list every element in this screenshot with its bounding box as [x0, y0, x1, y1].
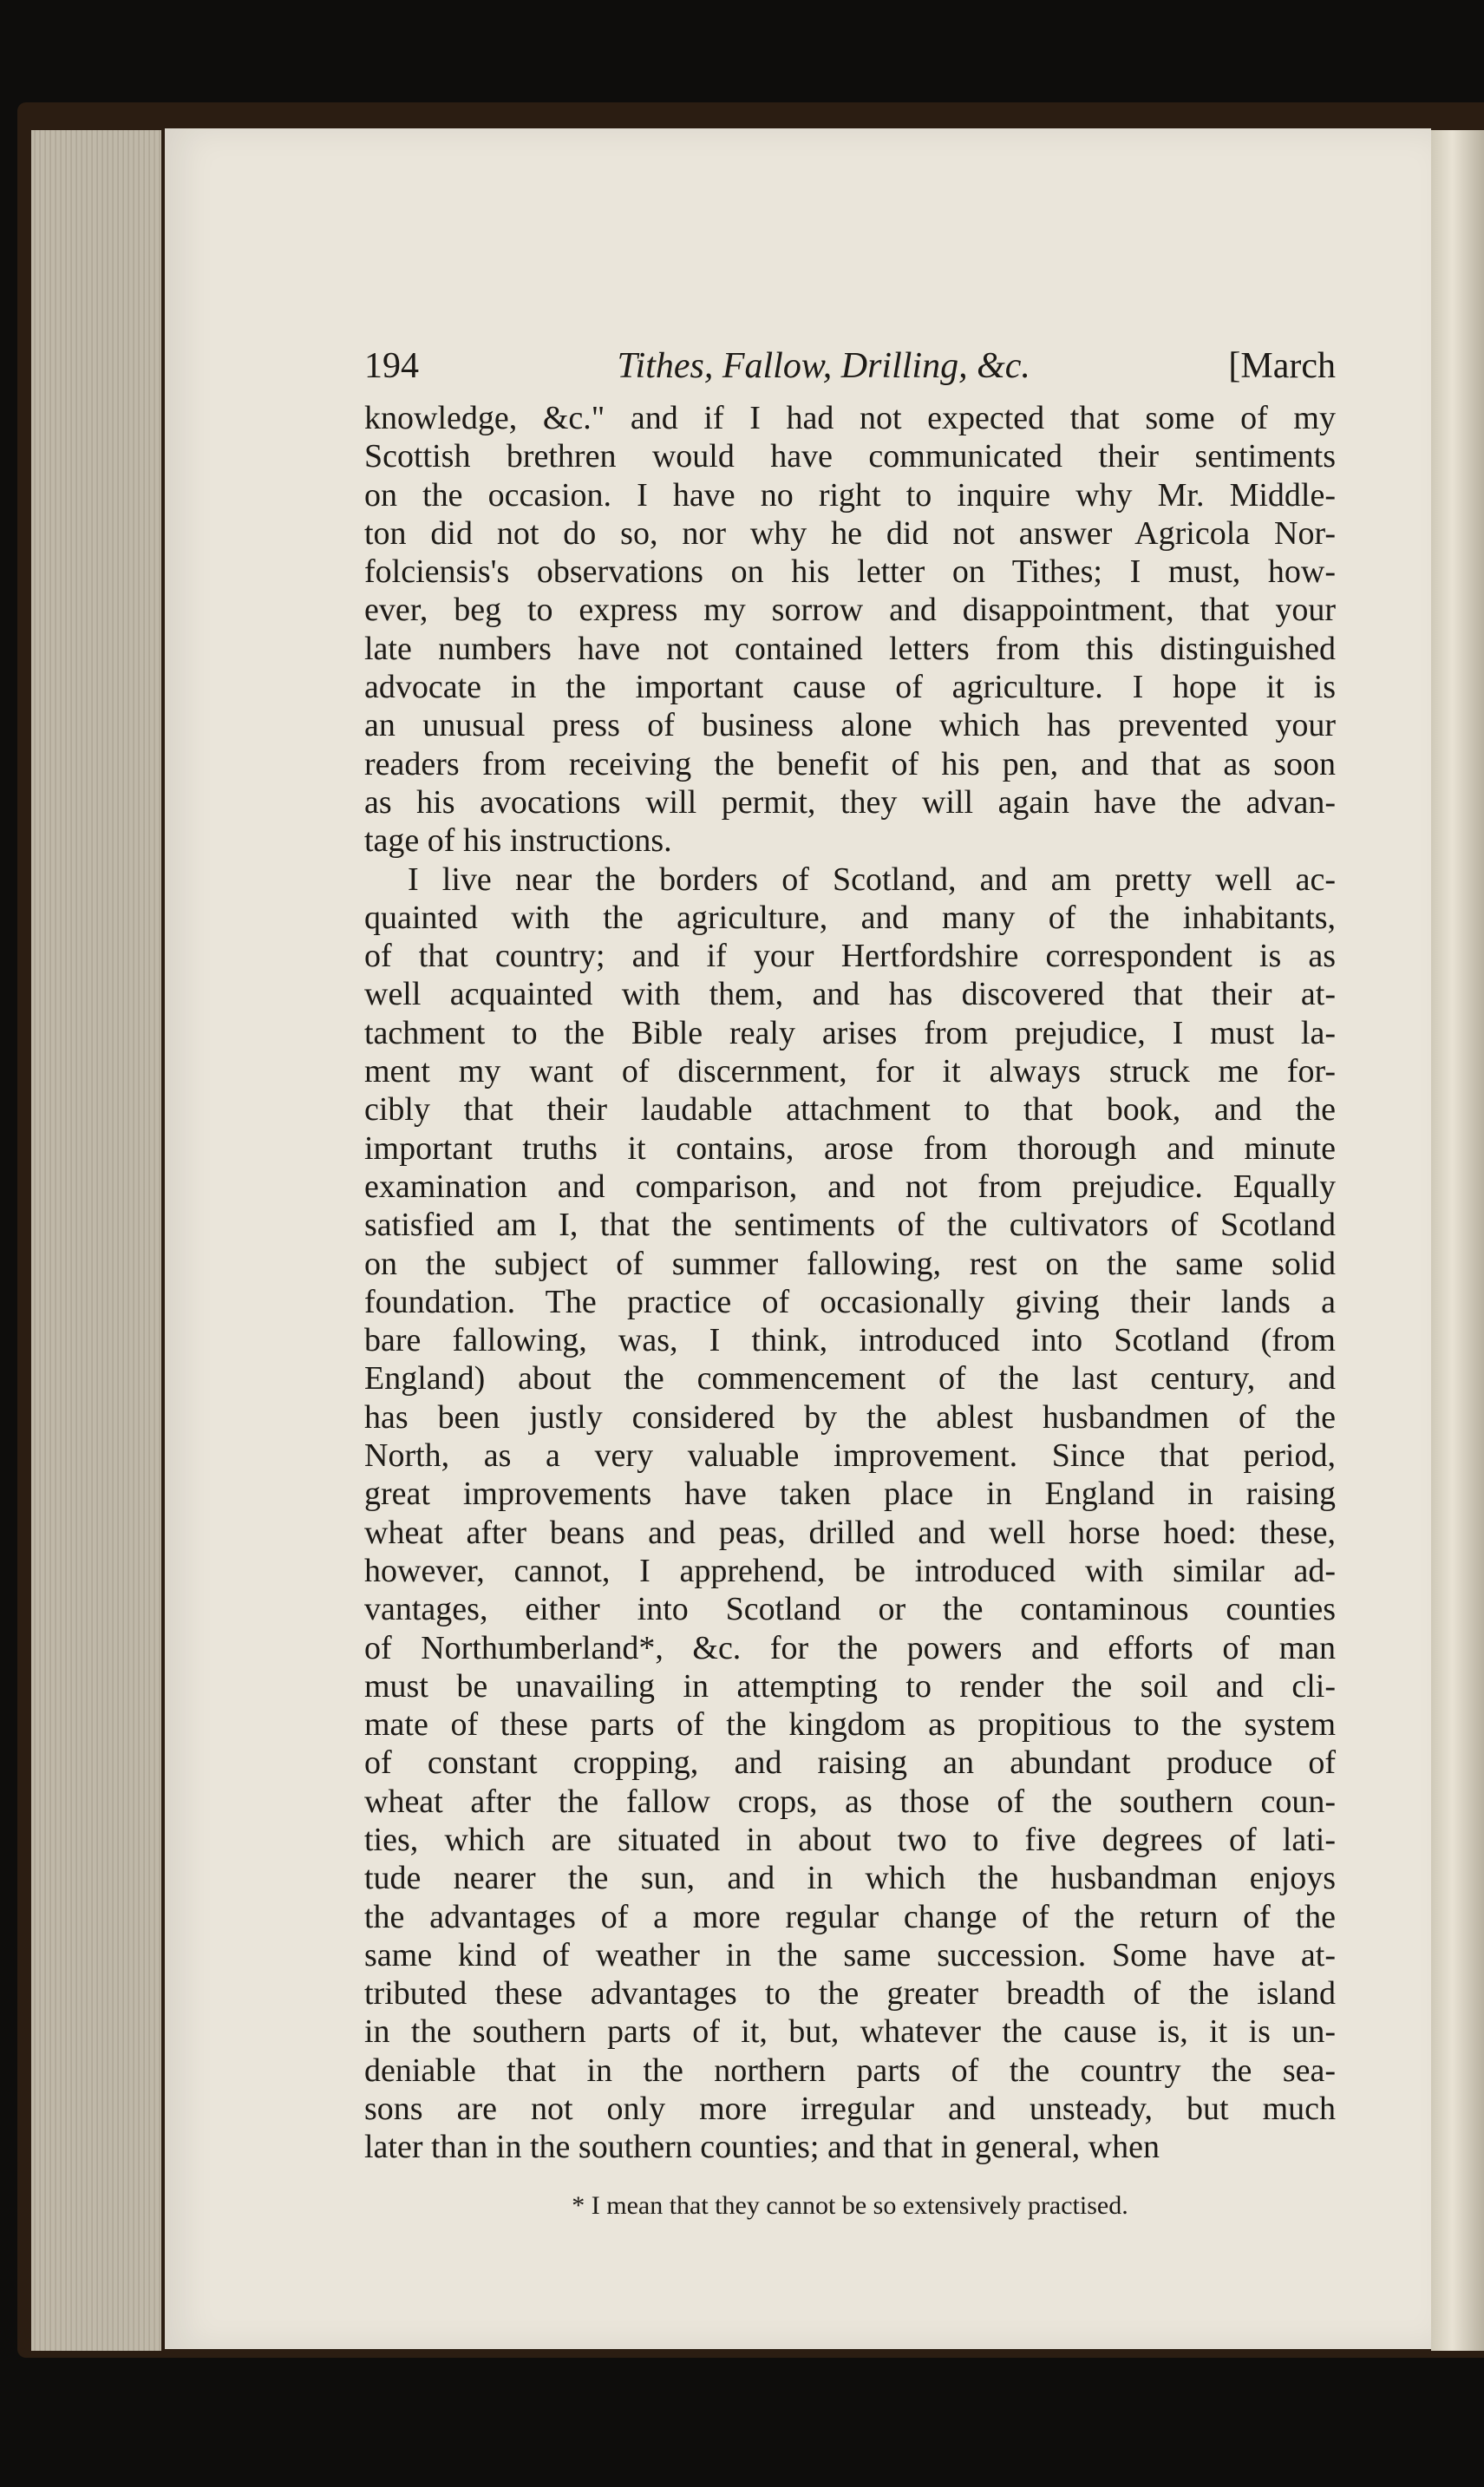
text-line: later than in the southern counties; and that in general, when: [364, 2129, 1160, 2166]
facing-page-edge: [1431, 130, 1484, 2351]
text-line: satisfied am I, that the sentiments of the cultivators of Scotland: [364, 1207, 1336, 1244]
page-number: 194: [364, 346, 419, 386]
text-line: foundation. The practice of occasionally giving their lands a: [364, 1283, 1336, 1320]
text-line: bare fallowing, was, I think, introduced into Scotland (from: [364, 1322, 1336, 1359]
running-title: Tithes, Fallow, Drilling, &c.: [617, 346, 1030, 386]
text-line: North, as a very valuable improvement. Since that period,: [364, 1437, 1336, 1475]
footnote: * I mean that they cannot be so extensively practised.: [572, 2190, 1128, 2220]
text-line: wheat after the fallow crops, as those of the southern coun-: [364, 1783, 1336, 1820]
page-edges: [31, 130, 161, 2351]
text-line: important truths it contains, arose from thorough and minute: [364, 1129, 1336, 1167]
body-text: [364, 399, 1336, 2167]
text-line: ment my want of discernment, for it always struck me for-: [364, 1053, 1336, 1090]
text-line: tude nearer the sun, and in which the husbandman enjoys: [364, 1860, 1336, 1897]
text-line: same kind of weather in the same succession. Some have at-: [364, 1936, 1336, 1973]
section-label: [March: [1228, 346, 1336, 386]
text-line: England) about the commencement of the last century, and: [364, 1360, 1336, 1397]
text-line: cibly that their laudable attachment to that book, and the: [364, 1091, 1336, 1129]
text-line: on the subject of summer fallowing, rest on the same solid: [364, 1245, 1336, 1282]
text-line: well acquainted with them, and has discovered that their at-: [364, 976, 1336, 1013]
text-line: on the occasion. I have no right to inquire why Mr. Middle-: [364, 476, 1336, 514]
text-line: tributed these advantages to the greater breadth of the island: [364, 1975, 1336, 2013]
text-line: late numbers have not contained letters from this distinguished: [364, 630, 1336, 667]
text-line: great improvements have taken place in England in raising: [364, 1476, 1336, 1513]
text-line: of Northumberland*, &c. for the powers and efforts of man: [364, 1629, 1336, 1666]
text-line: ton did not do so, nor why he did not answer Agricola Nor-: [364, 514, 1336, 552]
running-header: [364, 345, 1336, 387]
text-line: deniable that in the northern parts of the country the sea-: [364, 2052, 1336, 2089]
text-line: advocate in the important cause of agriculture. I hope it is: [364, 669, 1336, 706]
text-line: folciensis's observations on his letter on Tithes; I must, how-: [364, 553, 1336, 591]
text-line: I live near the borders of Scotland, and am pretty well ac-: [408, 861, 1336, 898]
text-line: of constant cropping, and raising an abundant produce of: [364, 1744, 1336, 1782]
text-line: ever, beg to express my sorrow and disappointment, that your: [364, 592, 1336, 629]
text-line: the advantages of a more regular change of the return of the: [364, 1898, 1336, 1935]
text-line: readers from receiving the benefit of his pen, and that as soon: [364, 745, 1336, 782]
text-line: quainted with the agriculture, and many of the inhabitants,: [364, 899, 1336, 936]
text-line: however, cannot, I apprehend, be introduced with similar ad-: [364, 1552, 1336, 1589]
text-line: sons are not only more irregular and unsteady, but much: [364, 2091, 1336, 2128]
text-line: ties, which are situated in about two to five degrees of lati-: [364, 1821, 1336, 1858]
text-line: mate of these parts of the kingdom as propitious to the system: [364, 1706, 1336, 1744]
text-line: tage of his instructions.: [364, 822, 672, 860]
text-line: in the southern parts of it, but, whatever the cause is, it is un-: [364, 2013, 1336, 2051]
text-line: an unusual press of business alone which has prevented your: [364, 707, 1336, 744]
text-line: tachment to the Bible realy arises from prejudice, I must la-: [364, 1014, 1336, 1051]
text-line: vantages, either into Scotland or the contaminous counties: [364, 1591, 1336, 1628]
text-line: Scottish brethren would have communicated their sentiments: [364, 438, 1336, 475]
text-line: examination and comparison, and not from prejudice. Equally: [364, 1168, 1336, 1205]
text-line: wheat after beans and peas, drilled and well horse hoed: these,: [364, 1514, 1336, 1551]
text-line: of that country; and if your Hertfordshire correspondent is as: [364, 938, 1336, 975]
text-line: has been justly considered by the ablest husbandmen of the: [364, 1398, 1336, 1436]
text-line: must be unavailing in attempting to render the soil and cli-: [364, 1667, 1336, 1705]
text-line: as his avocations will permit, they will again have the advan-: [364, 783, 1336, 821]
text-line: knowledge, &c." and if I had not expected that some of my: [364, 400, 1336, 436]
page-content: [364, 345, 1336, 2221]
